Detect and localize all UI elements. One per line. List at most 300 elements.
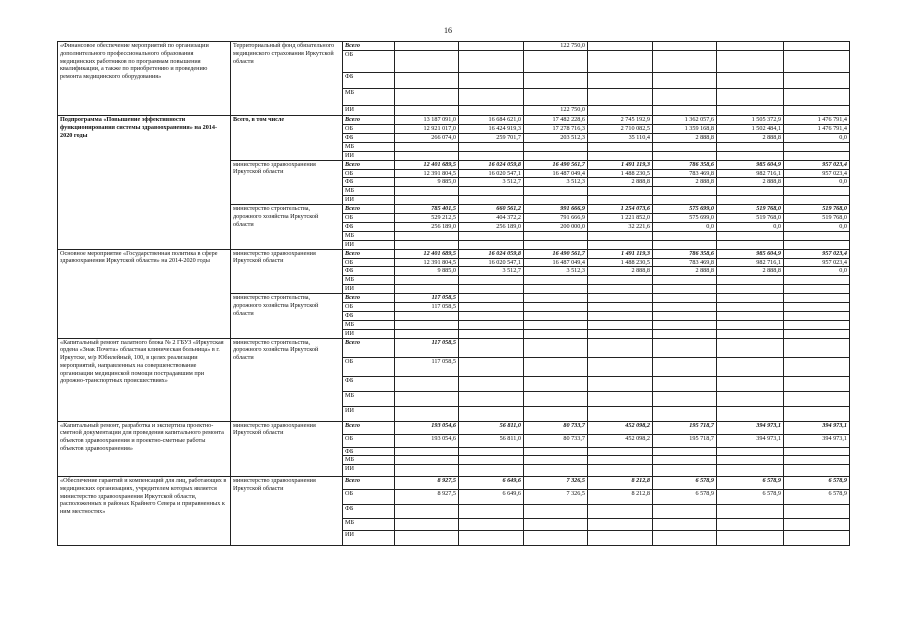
value-cell (395, 42, 459, 51)
value-cell: 575 699,0 (653, 205, 717, 214)
value-cell (524, 338, 588, 357)
value-cell (459, 187, 524, 196)
funding-type-cell: МБ (343, 456, 395, 465)
value-cell: 117 058,5 (395, 338, 459, 357)
funding-type-cell: ИИ (343, 329, 395, 338)
value-cell: 985 604,9 (717, 249, 784, 258)
value-cell (784, 303, 850, 312)
value-cell (588, 106, 653, 116)
value-cell (717, 531, 784, 546)
value-cell (588, 51, 653, 73)
value-cell (653, 73, 717, 89)
value-cell (459, 106, 524, 116)
value-cell: 9 885,0 (395, 267, 459, 276)
value-cell (459, 406, 524, 421)
value-cell (524, 276, 588, 285)
value-cell: 6 578,9 (784, 477, 850, 490)
value-cell (459, 376, 524, 391)
value-cell (459, 303, 524, 312)
value-cell: 16 490 561,7 (524, 249, 588, 258)
value-cell: 259 701,7 (459, 133, 524, 142)
value-cell: 0,0 (784, 222, 850, 231)
value-cell (459, 447, 524, 456)
value-cell (717, 376, 784, 391)
value-cell: 529 212,5 (395, 214, 459, 223)
funding-type-cell: Всего (343, 477, 395, 490)
value-cell (588, 231, 653, 240)
value-cell (395, 276, 459, 285)
value-cell: 8 212,8 (588, 477, 653, 490)
value-cell: 193 054,6 (395, 421, 459, 434)
value-cell (717, 456, 784, 465)
value-cell (524, 51, 588, 73)
value-cell: 8 927,5 (395, 477, 459, 490)
value-cell: 203 512,3 (524, 133, 588, 142)
value-cell (653, 231, 717, 240)
value-cell (588, 531, 653, 546)
value-cell (784, 151, 850, 160)
value-cell: 519 768,0 (717, 205, 784, 214)
value-cell: 195 718,7 (653, 421, 717, 434)
value-cell: 2 888,8 (717, 133, 784, 142)
activity-name: Основное мероприятие «Государственная политика в сфере здравоохранения Иркутской области» на 2014-2020 годы (58, 249, 231, 338)
funding-type-cell: МБ (343, 391, 395, 406)
activity-name: «Финансовое обеспечение мероприятий по организации дополнительного профессионального образования медицинских работников по программам повышения квалификации, а также по приобретению и проведению ремонта медицинского оборудования» (58, 42, 231, 116)
executor-cell: министерство здравоохранения Иркутской области (231, 160, 343, 205)
value-cell (784, 329, 850, 338)
value-cell (395, 376, 459, 391)
value-cell: 1 491 119,3 (588, 160, 653, 169)
value-cell (717, 89, 784, 106)
value-cell (459, 196, 524, 205)
value-cell: 2 888,8 (588, 267, 653, 276)
value-cell: 6 578,9 (653, 477, 717, 490)
value-cell: 12 391 804,5 (395, 258, 459, 267)
value-cell (459, 519, 524, 531)
value-cell: 786 358,6 (653, 249, 717, 258)
value-cell (717, 73, 784, 89)
value-cell (459, 505, 524, 519)
value-cell: 2 888,8 (717, 267, 784, 276)
value-cell (653, 357, 717, 376)
value-cell: 0,0 (784, 267, 850, 276)
funding-type-cell: МБ (343, 187, 395, 196)
value-cell: 1 359 168,8 (653, 125, 717, 134)
table-row (58, 116, 850, 125)
value-cell (717, 294, 784, 303)
value-cell (717, 142, 784, 151)
value-cell (588, 294, 653, 303)
executor-cell: министерство здравоохранения Иркутской области (231, 421, 343, 477)
value-cell (524, 519, 588, 531)
value-cell: 8 927,5 (395, 490, 459, 505)
value-cell (717, 51, 784, 73)
value-cell: 117 058,5 (395, 357, 459, 376)
value-cell: 957 023,4 (784, 169, 850, 178)
value-cell: 80 733,7 (524, 434, 588, 447)
value-cell: 3 512,7 (459, 267, 524, 276)
value-cell (717, 338, 784, 357)
value-cell: 783 469,8 (653, 258, 717, 267)
value-cell (588, 320, 653, 329)
value-cell (717, 311, 784, 320)
value-cell (588, 240, 653, 249)
funding-type-cell: ОБ (343, 258, 395, 267)
executor-cell: министерство здравоохранения Иркутской области (231, 249, 343, 294)
value-cell (524, 196, 588, 205)
funding-type-cell: Всего (343, 42, 395, 51)
value-cell (653, 531, 717, 546)
value-cell (588, 338, 653, 357)
value-cell: 6 578,9 (653, 490, 717, 505)
value-cell: 991 666,9 (524, 205, 588, 214)
value-cell: 16 020 547,1 (459, 169, 524, 178)
value-cell (784, 276, 850, 285)
executor-cell: министерство строительства, дорожного хозяйства Иркутской области (231, 205, 343, 250)
value-cell: 16 020 547,1 (459, 258, 524, 267)
value-cell (459, 357, 524, 376)
value-cell (784, 376, 850, 391)
value-cell: 56 811,0 (459, 421, 524, 434)
value-cell: 452 098,2 (588, 421, 653, 434)
value-cell (717, 505, 784, 519)
value-cell: 452 098,2 (588, 434, 653, 447)
value-cell (459, 465, 524, 477)
value-cell (784, 406, 850, 421)
funding-type-cell: ИИ (343, 240, 395, 249)
value-cell (459, 142, 524, 151)
value-cell (653, 196, 717, 205)
funding-type-cell: ФБ (343, 133, 395, 142)
value-cell (717, 276, 784, 285)
value-cell (784, 357, 850, 376)
value-cell: 519 768,0 (717, 214, 784, 223)
value-cell: 3 512,7 (459, 178, 524, 187)
funding-type-cell: ИИ (343, 531, 395, 546)
value-cell: 16 424 919,3 (459, 125, 524, 134)
value-cell (459, 329, 524, 338)
funding-type-cell: ФБ (343, 178, 395, 187)
funding-type-cell: ОБ (343, 434, 395, 447)
value-cell: 1 221 852,0 (588, 214, 653, 223)
value-cell: 1 505 372,9 (717, 116, 784, 125)
value-cell: 2 888,8 (653, 133, 717, 142)
value-cell: 957 023,4 (784, 160, 850, 169)
value-cell (395, 51, 459, 73)
funding-type-cell: Всего (343, 421, 395, 434)
funding-type-cell: ФБ (343, 73, 395, 89)
value-cell (784, 294, 850, 303)
value-cell (395, 187, 459, 196)
value-cell: 17 278 716,3 (524, 125, 588, 134)
value-cell (524, 142, 588, 151)
value-cell: 6 649,6 (459, 477, 524, 490)
value-cell (524, 151, 588, 160)
value-cell: 16 487 049,4 (524, 169, 588, 178)
value-cell (653, 406, 717, 421)
value-cell (459, 73, 524, 89)
value-cell (395, 196, 459, 205)
value-cell: 1 476 791,4 (784, 116, 850, 125)
page-number: 16 (444, 26, 452, 35)
value-cell (395, 447, 459, 456)
value-cell: 9 885,0 (395, 178, 459, 187)
activity-name: «Капитальный ремонт палатного блока № 2 ГБУЗ «Иркутская ордена «Знак Почета» областная клиническая больница» в г. Иркутске, м/р Юбилейный, 100, в целях реализации мероприятий, направленных на совершенствование организации медицинской помощи пострадавшим при дорожно-транспортных происшествиях» (58, 338, 231, 421)
value-cell: 117 058,5 (395, 303, 459, 312)
activity-name: «Обеспечение гарантий и компенсаций для лиц, работающих в медицинских организациях, учредителем которых является министерство здравоохранения Иркутской области, расположенных в районах Крайнего Севера и приравненных к ним местностях» (58, 477, 231, 546)
value-cell (653, 51, 717, 73)
funding-type-cell: ФБ (343, 447, 395, 456)
value-cell (784, 465, 850, 477)
value-cell (524, 357, 588, 376)
value-cell: 1 502 484,1 (717, 125, 784, 134)
value-cell: 122 750,0 (524, 42, 588, 51)
value-cell (524, 505, 588, 519)
value-cell (717, 406, 784, 421)
value-cell (524, 285, 588, 294)
value-cell: 404 372,2 (459, 214, 524, 223)
value-cell (717, 187, 784, 196)
value-cell (524, 187, 588, 196)
value-cell (524, 89, 588, 106)
value-cell: 0,0 (784, 133, 850, 142)
value-cell: 16 487 049,4 (524, 258, 588, 267)
value-cell (784, 391, 850, 406)
value-cell (653, 285, 717, 294)
value-cell (395, 89, 459, 106)
funding-type-cell: МБ (343, 142, 395, 151)
value-cell: 6 649,6 (459, 490, 524, 505)
funding-type-cell: ИИ (343, 196, 395, 205)
value-cell (395, 311, 459, 320)
funding-type-cell: ИИ (343, 285, 395, 294)
funding-type-cell: ОБ (343, 125, 395, 134)
value-cell (588, 505, 653, 519)
value-cell (784, 187, 850, 196)
value-cell (588, 406, 653, 421)
funding-type-cell: ИИ (343, 151, 395, 160)
value-cell (588, 456, 653, 465)
executor-cell: Территориальный фонд обязательного медицинского страхования Иркутской области (231, 42, 343, 116)
value-cell: 16 024 059,8 (459, 249, 524, 258)
value-cell: 660 561,2 (459, 205, 524, 214)
value-cell (459, 320, 524, 329)
value-cell (653, 329, 717, 338)
value-cell: 786 358,6 (653, 160, 717, 169)
value-cell: 193 054,6 (395, 434, 459, 447)
value-cell: 1 476 791,4 (784, 125, 850, 134)
value-cell (459, 151, 524, 160)
value-cell: 394 973,1 (784, 421, 850, 434)
table-row (58, 477, 850, 490)
value-cell (717, 42, 784, 51)
funding-type-cell: ОБ (343, 303, 395, 312)
funding-type-cell: ОБ (343, 357, 395, 376)
value-cell (784, 519, 850, 531)
value-cell (524, 329, 588, 338)
value-cell (395, 320, 459, 329)
value-cell (395, 406, 459, 421)
value-cell (524, 311, 588, 320)
value-cell: 394 973,1 (717, 421, 784, 434)
value-cell (459, 231, 524, 240)
value-cell: 256 189,0 (459, 222, 524, 231)
value-cell (653, 151, 717, 160)
value-cell (588, 187, 653, 196)
value-cell: 56 811,0 (459, 434, 524, 447)
value-cell (588, 89, 653, 106)
value-cell: 6 578,9 (717, 490, 784, 505)
value-cell (653, 142, 717, 151)
value-cell (588, 196, 653, 205)
funding-type-cell: ФБ (343, 222, 395, 231)
value-cell (717, 329, 784, 338)
funding-type-cell: ИИ (343, 106, 395, 116)
value-cell (784, 320, 850, 329)
value-cell: 256 189,0 (395, 222, 459, 231)
value-cell: 17 482 228,6 (524, 116, 588, 125)
funding-type-cell: ИИ (343, 406, 395, 421)
value-cell (653, 519, 717, 531)
value-cell (524, 391, 588, 406)
value-cell (459, 531, 524, 546)
value-cell (395, 519, 459, 531)
value-cell: 13 187 091,0 (395, 116, 459, 125)
value-cell (653, 187, 717, 196)
funding-type-cell: МБ (343, 320, 395, 329)
value-cell: 7 326,5 (524, 490, 588, 505)
value-cell (459, 294, 524, 303)
value-cell (524, 376, 588, 391)
value-cell: 2 745 192,9 (588, 116, 653, 125)
value-cell: 394 973,1 (717, 434, 784, 447)
funding-type-cell: ИИ (343, 465, 395, 477)
funding-type-cell: ФБ (343, 376, 395, 391)
value-cell: 957 023,4 (784, 249, 850, 258)
value-cell (395, 106, 459, 116)
value-cell (395, 73, 459, 89)
table-row (58, 421, 850, 434)
value-cell: 16 024 059,8 (459, 160, 524, 169)
funding-type-cell: Всего (343, 338, 395, 357)
value-cell (459, 42, 524, 51)
value-cell (588, 303, 653, 312)
value-cell: 80 733,7 (524, 421, 588, 434)
funding-type-cell: Всего (343, 160, 395, 169)
value-cell (588, 465, 653, 477)
value-cell: 791 666,9 (524, 214, 588, 223)
value-cell (784, 73, 850, 89)
executor-cell: Всего, в том числе (231, 116, 343, 161)
value-cell: 117 058,5 (395, 294, 459, 303)
value-cell: 122 750,0 (524, 106, 588, 116)
value-cell (653, 276, 717, 285)
value-cell (395, 285, 459, 294)
funding-type-cell: Всего (343, 249, 395, 258)
value-cell (395, 240, 459, 249)
value-cell (395, 531, 459, 546)
value-cell (524, 240, 588, 249)
value-cell: 12 921 017,0 (395, 125, 459, 134)
value-cell: 200 000,0 (524, 222, 588, 231)
table-row (58, 249, 850, 258)
value-cell: 0,0 (653, 222, 717, 231)
value-cell (459, 311, 524, 320)
value-cell: 1 362 057,6 (653, 116, 717, 125)
value-cell (524, 231, 588, 240)
funding-type-cell: МБ (343, 89, 395, 106)
value-cell: 1 491 119,3 (588, 249, 653, 258)
funding-type-cell: ОБ (343, 51, 395, 73)
value-cell (588, 376, 653, 391)
value-cell (588, 329, 653, 338)
value-cell (653, 240, 717, 249)
funding-type-cell: ОБ (343, 214, 395, 223)
value-cell (588, 151, 653, 160)
value-cell (588, 391, 653, 406)
value-cell (784, 89, 850, 106)
value-cell: 12 401 689,5 (395, 160, 459, 169)
value-cell (395, 329, 459, 338)
value-cell (653, 106, 717, 116)
value-cell: 785 401,5 (395, 205, 459, 214)
value-cell (717, 447, 784, 456)
funding-type-cell: ФБ (343, 505, 395, 519)
activity-name: «Капитальный ремонт, разработка и экспертиза проектно-сметной документации для проведения капитального ремонта объектов здравоохранения и проектно-сметные работы объектов здравоохранения» (58, 421, 231, 477)
value-cell (395, 465, 459, 477)
value-cell: 0,0 (784, 178, 850, 187)
value-cell: 2 888,8 (653, 267, 717, 276)
value-cell: 982 716,1 (717, 258, 784, 267)
value-cell (459, 338, 524, 357)
value-cell (653, 465, 717, 477)
funding-type-cell: ОБ (343, 169, 395, 178)
value-cell (524, 73, 588, 89)
funding-type-cell: МБ (343, 276, 395, 285)
value-cell (459, 51, 524, 73)
value-cell: 519 768,0 (784, 214, 850, 223)
value-cell (717, 320, 784, 329)
value-cell (717, 151, 784, 160)
value-cell (784, 456, 850, 465)
value-cell (717, 240, 784, 249)
value-cell (588, 73, 653, 89)
value-cell: 6 578,9 (717, 477, 784, 490)
value-cell (717, 465, 784, 477)
value-cell: 6 578,9 (784, 490, 850, 505)
value-cell (784, 231, 850, 240)
value-cell: 982 716,1 (717, 169, 784, 178)
value-cell: 7 326,5 (524, 477, 588, 490)
budget-table (57, 41, 850, 546)
value-cell (524, 531, 588, 546)
value-cell: 783 469,8 (653, 169, 717, 178)
funding-type-cell: ФБ (343, 267, 395, 276)
value-cell (717, 231, 784, 240)
value-cell (395, 151, 459, 160)
value-cell (395, 456, 459, 465)
value-cell: 12 391 804,5 (395, 169, 459, 178)
value-cell: 2 888,8 (588, 178, 653, 187)
value-cell (784, 142, 850, 151)
value-cell (653, 338, 717, 357)
table-row (58, 42, 850, 51)
funding-type-cell: Всего (343, 116, 395, 125)
value-cell (717, 303, 784, 312)
value-cell (784, 51, 850, 73)
executor-cell: министерство здравоохранения Иркутской области (231, 477, 343, 546)
value-cell (784, 338, 850, 357)
